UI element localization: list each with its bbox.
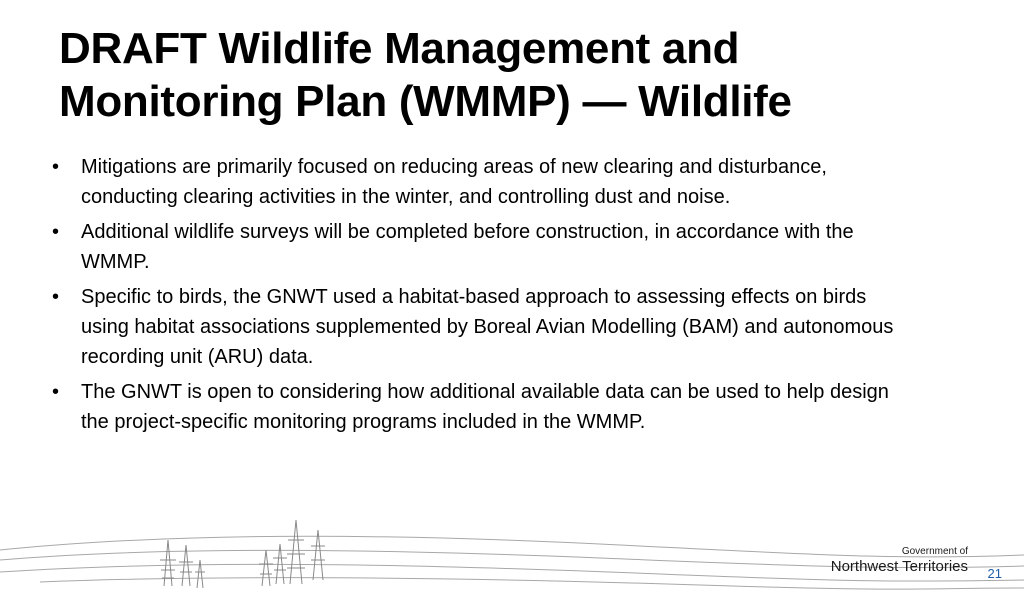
title-line-2: Monitoring Plan (WMMP) — Wildlife [59, 77, 792, 126]
bullet-text: Additional wildlife surveys will be completed before construction, in accordance with the WMMP. [81, 221, 854, 273]
bullet-icon: • [52, 381, 60, 403]
bullet-item [48, 152, 918, 212]
bullet-icon: • [52, 221, 60, 243]
bullet-icon: • [52, 286, 60, 308]
page-number: 21 [987, 566, 1002, 581]
title-line-1: DRAFT Wildlife Management and [59, 24, 740, 73]
bullet-text: The GNWT is open to considering how additional available data can be used to help design the project-specific monitoring programs included in the WMMP. [81, 381, 889, 433]
bullet-list [48, 152, 918, 442]
slide-title [59, 22, 959, 128]
landscape-illustration [0, 500, 1024, 590]
bullet-item [48, 282, 918, 372]
logo-small-text: Government of [901, 546, 968, 557]
bullet-item [48, 377, 918, 437]
gnwt-logo [831, 546, 968, 576]
bullet-text: Mitigations are primarily focused on reducing areas of new clearing and disturbance, conducting clearing activities in the winter, and controlling dust and noise. [81, 156, 827, 208]
bullet-item [48, 217, 918, 277]
logo-large-text: Northwest Territories [830, 558, 968, 575]
bullet-icon: • [52, 156, 60, 178]
bullet-text: Specific to birds, the GNWT used a habitat-based approach to assessing effects on birds using habitat associations supplemented by Boreal Avian Modelling (BAM) and autonomous recording unit (ARU) data. [81, 286, 894, 368]
